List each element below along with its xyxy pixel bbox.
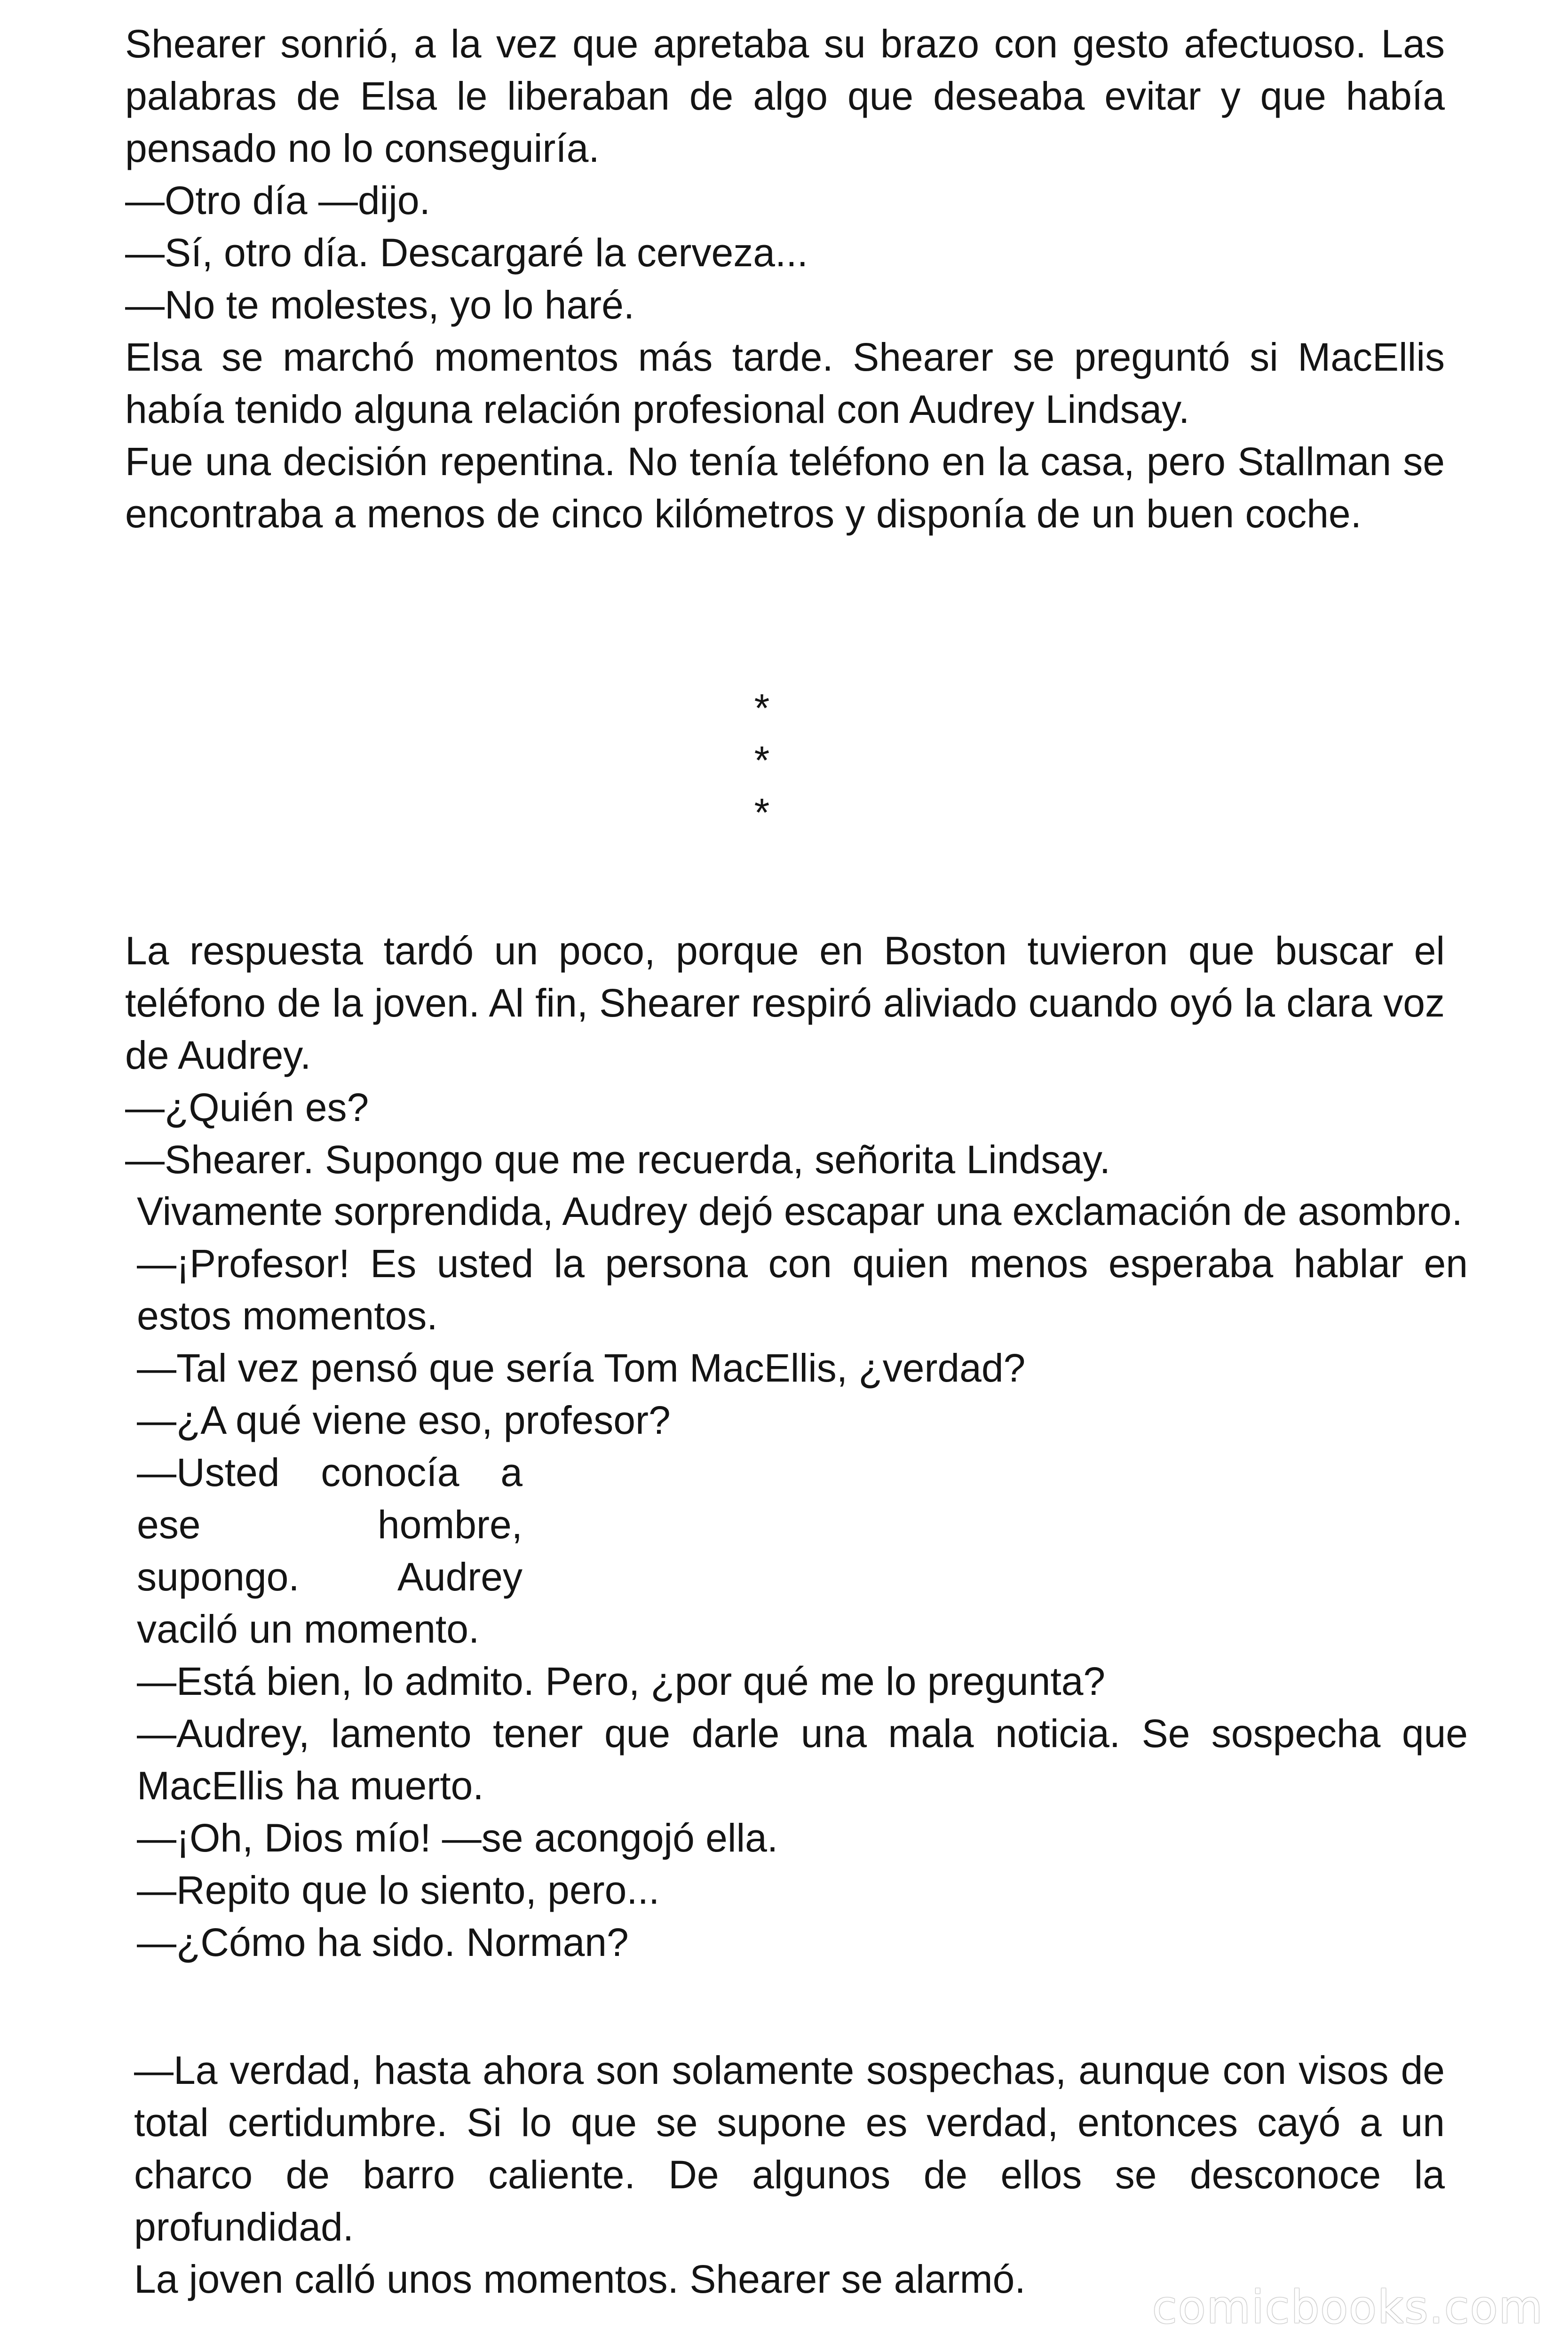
narrow-line: ese hombre, [137, 1502, 523, 1547]
narrow-line: vaciló un momento. [137, 1607, 480, 1651]
narrow-line: —Usted conocía a [137, 1450, 523, 1494]
dialogue-line: —Audrey, lamento tener que darle una mala noticia. Se sospecha que MacEllis ha muerto. [137, 1711, 1468, 1808]
narrow-line: supongo. Audrey [137, 1555, 523, 1599]
paragraph: Fue una decisión repentina. No tenía teléfono en la casa, pero Stallman se encontraba a menos de cinco kilómetros y disponía de un buen coche. [125, 439, 1445, 536]
separator-asterisk: * [754, 738, 770, 782]
paragraph: Elsa se marchó momentos más tarde. Shearer se preguntó si MacEllis había tenido alguna relación profesional con Audrey Lindsay. [125, 335, 1445, 431]
dialogue-line: —Está bien, lo admito. Pero, ¿por qué me lo pregunta? [137, 1659, 1106, 1703]
dialogue-line: —No te molestes, yo lo haré. [125, 283, 635, 327]
paragraph: Shearer sonrió, a la vez que apretaba su brazo con gesto afectuoso. Las palabras de Elsa le liberaban de algo que deseaba evitar y que había pensado no lo conseguiría. [125, 22, 1445, 170]
dialogue-line: —Shearer. Supongo que me recuerda, señorita Lindsay. [125, 1137, 1111, 1182]
text-block-3 [137, 1185, 1468, 1969]
dialogue-line: —¿Cómo ha sido. Norman? [137, 1920, 629, 1964]
dialogue-line: —¡Profesor! Es usted la persona con quien menos esperaba hablar en estos momentos. [137, 1241, 1468, 1338]
separator-asterisk: * [754, 790, 770, 834]
watermark: comicbooks.com [1152, 2281, 1544, 2334]
dialogue-line: —Tal vez pensó que sería Tom MacEllis, ¿verdad? [137, 1346, 1026, 1390]
dialogue-line: —Repito que lo siento, pero... [137, 1868, 660, 1912]
dialogue-line: —¡Oh, Dios mío! —se acongojó ella. [137, 1816, 778, 1860]
paragraph: La respuesta tardó un poco, porque en Boston tuvieron que buscar el teléfono de la joven. Al fin, Shearer respiró aliviado cuando oyó la clara voz de Audrey. [125, 929, 1445, 1077]
dialogue-line: —Sí, otro día. Descargaré la cerveza... [125, 230, 808, 275]
separator-asterisk: * [754, 686, 770, 730]
dialogue-line: —Otro día —dijo. [125, 178, 430, 222]
text-block-1 [125, 18, 1445, 540]
paragraph: Vivamente sorprendida, Audrey dejó escapar una exclamación de asombro. [137, 1189, 1463, 1233]
text-block-4 [134, 2044, 1445, 2305]
text-block-2 [125, 925, 1445, 1186]
dialogue-line: —¿A qué viene eso, profesor? [137, 1398, 671, 1442]
scene-separator [734, 682, 790, 839]
dialogue-line: —¿Quién es? [125, 1085, 369, 1129]
paragraph: La joven calló unos momentos. Shearer se alarmó. [134, 2257, 1026, 2301]
dialogue-line: —La verdad, hasta ahora son solamente sospechas, aunque con visos de total certidumbre. Si lo que se supone es verdad, entonces cayó a un charco de barro caliente. De algunos de ellos se desconoce la profundidad. [134, 2048, 1445, 2249]
